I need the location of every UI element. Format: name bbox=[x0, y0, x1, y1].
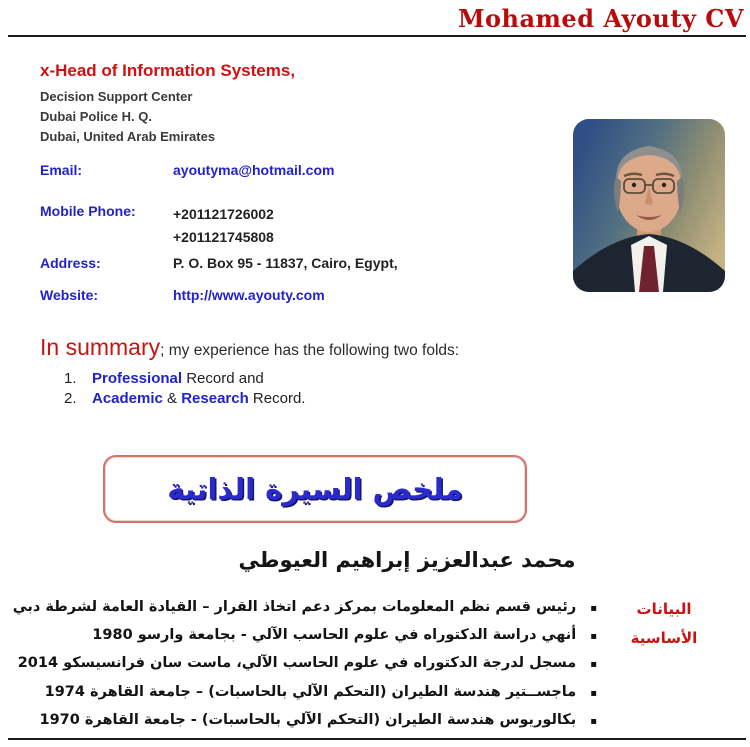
summary-list bbox=[64, 369, 305, 409]
arabic-bullet-list bbox=[12, 594, 597, 735]
bullet-row bbox=[20, 679, 597, 707]
bullet-text: مسجل لدرجة الدكتوراه في علوم الحاسب الآلي، ماست سان فرانسيسكو 2014 bbox=[17, 655, 577, 672]
item-keyword: Research bbox=[181, 390, 249, 407]
email-label: Email: bbox=[40, 162, 83, 178]
mobile-number-2: +201121745808 bbox=[173, 229, 274, 245]
list-item-professional bbox=[64, 369, 305, 389]
list-item-academic bbox=[64, 389, 305, 409]
bullet-row bbox=[12, 594, 597, 622]
item-number: 1. bbox=[64, 370, 77, 387]
contact-row-address bbox=[40, 255, 398, 271]
side-label-line-2: الأساسية bbox=[630, 629, 698, 647]
website-label: Website: bbox=[40, 287, 99, 303]
address-value: P. O. Box 95 - 11837, Cairo, Egypt, bbox=[173, 255, 398, 271]
bullet-text: أنهي دراسة الدكتوراه في علوم الحاسب الآلي - بجامعة وارسو 1980 bbox=[92, 627, 577, 644]
item-tail: Record. bbox=[248, 390, 306, 407]
bullet-text: رئيس قسم نظم المعلومات بمركز دعم اتخاذ القرار – القيادة العامة لشرطة دبي bbox=[12, 599, 577, 615]
item-tail: Record and bbox=[182, 370, 264, 387]
bullet-icon: ▪ bbox=[590, 659, 597, 671]
summary-lead: In summary bbox=[40, 334, 161, 360]
contact-row-website bbox=[40, 287, 325, 303]
website-link[interactable]: http://www.ayouty.com bbox=[173, 287, 325, 303]
bullet-text: بكالوريوس هندسة الطيران (التحكم الآلي بالحاسبات) - جامعة القاهرة 1970 bbox=[39, 711, 577, 728]
mobile-values bbox=[173, 203, 274, 249]
bullet-icon: ▪ bbox=[590, 631, 597, 643]
organization-block bbox=[40, 87, 215, 147]
item-keyword: Academic bbox=[92, 390, 163, 407]
mobile-label: Mobile Phone: bbox=[40, 203, 136, 219]
address-label: Address: bbox=[40, 255, 101, 271]
mobile-number-1: +201121726002 bbox=[173, 206, 274, 222]
email-link[interactable]: ayoutyma@hotmail.com bbox=[173, 162, 335, 178]
summary-rest: ; my experience has the following two folds: bbox=[160, 342, 460, 359]
bullet-row bbox=[17, 650, 597, 678]
side-label-line-1: البيانات bbox=[636, 600, 692, 618]
summary-line bbox=[40, 334, 459, 361]
contact-row-email bbox=[40, 162, 334, 178]
profile-photo bbox=[573, 119, 725, 292]
bottom-divider bbox=[8, 738, 746, 740]
org-line-1: Decision Support Center bbox=[40, 89, 193, 104]
org-line-2: Dubai Police H. Q. bbox=[40, 109, 152, 124]
profile-photo-illustration bbox=[573, 119, 725, 292]
bullet-icon: ▪ bbox=[590, 603, 597, 614]
org-line-3: Dubai, United Arab Emirates bbox=[40, 129, 216, 144]
bullet-icon: ▪ bbox=[590, 715, 597, 727]
arabic-title-text: ملخص السيرة الذاتية bbox=[167, 472, 463, 506]
arabic-title-box bbox=[103, 455, 527, 523]
bullet-icon: ▪ bbox=[590, 687, 597, 699]
page-title: Mohamed Ayouty CV bbox=[457, 4, 744, 33]
role-title: x-Head of Information Systems, bbox=[40, 61, 296, 80]
contact-row-mobile bbox=[40, 203, 274, 249]
top-divider bbox=[8, 35, 746, 37]
bullet-text: ماجســتير هندسة الطيران (التحكم الآلي بالحاسبات) – جامعة القاهرة 1974 bbox=[44, 683, 577, 700]
item-number: 2. bbox=[64, 390, 77, 407]
arabic-name: محمد عبدالعزيز إبراهيم العيوطي bbox=[238, 548, 576, 572]
side-label-basic-data bbox=[625, 595, 703, 653]
item-keyword: Professional bbox=[92, 370, 183, 387]
item-mid: & bbox=[162, 390, 182, 407]
bullet-row bbox=[20, 622, 597, 650]
bullet-row bbox=[20, 707, 597, 735]
